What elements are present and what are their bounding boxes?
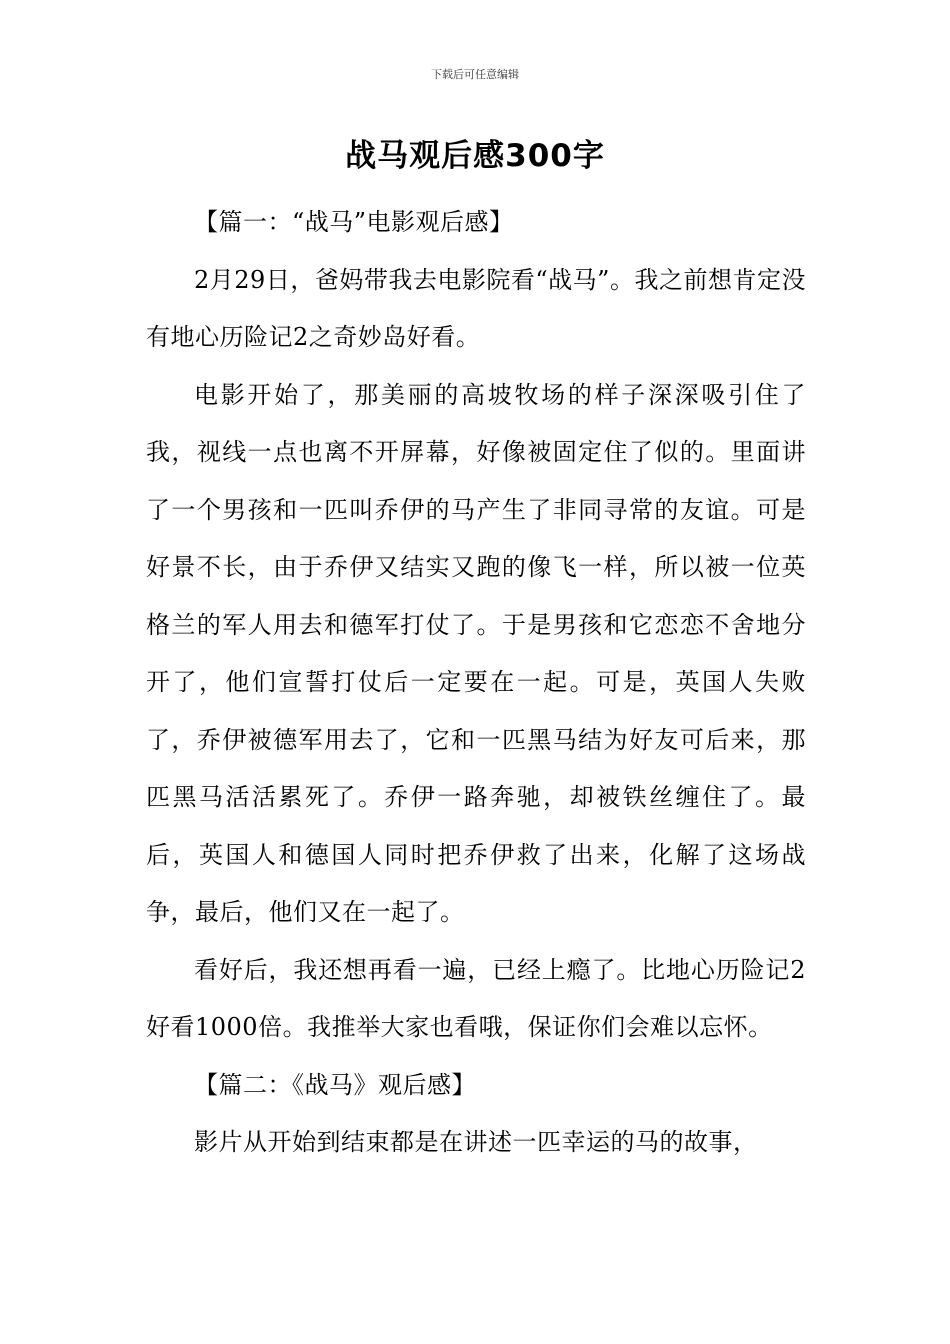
paragraph: 看好后，我还想再看一遍，已经上瘾了。比地心历险记2好看1000倍。我推举大家也看哦，保证你们会难以忘怀。	[146, 955, 806, 1041]
section-heading-2: 【篇二：《战马》观后感】	[194, 1070, 476, 1099]
paragraph: 2月29日，爸妈带我去电影院看“战马”。我之前想肯定没有地心历险记2之奇妙岛好看。	[146, 265, 806, 351]
document-title: 战马观后感300字	[345, 138, 605, 174]
paragraph: 电影开始了，那美丽的高坡牧场的样子深深吸引住了我，视线一点也离不开屏幕，好像被固定住了似的。里面讲了一个男孩和一匹叫乔伊的马产生了非同寻常的友谊。可是好景不长，由于乔伊又结实又跑的像飞一样，所以被一位英格兰的军人用去和德军打仗了。于是男孩和它恋恋不舍地分开了，他们宣誓打仗后一定要在一起。可是，英国人失败了，乔伊被德军用去了，它和一匹黑马结为好友可后来，那匹黑马活活累死了。乔伊一路奔驰，却被铁丝缠住了。最后，英国人和德国人同时把乔伊救了出来，化解了这场战争，最后，他们又在一起了。	[146, 380, 806, 926]
header-note: 下载后可任意编辑	[431, 68, 519, 81]
document-body	[146, 194, 806, 1172]
section-heading-1: 【篇一：“战马”电影观后感】	[194, 208, 514, 236]
paragraph: 影片从开始到结束都是在讲述一匹幸运的马的故事，	[194, 1128, 758, 1156]
